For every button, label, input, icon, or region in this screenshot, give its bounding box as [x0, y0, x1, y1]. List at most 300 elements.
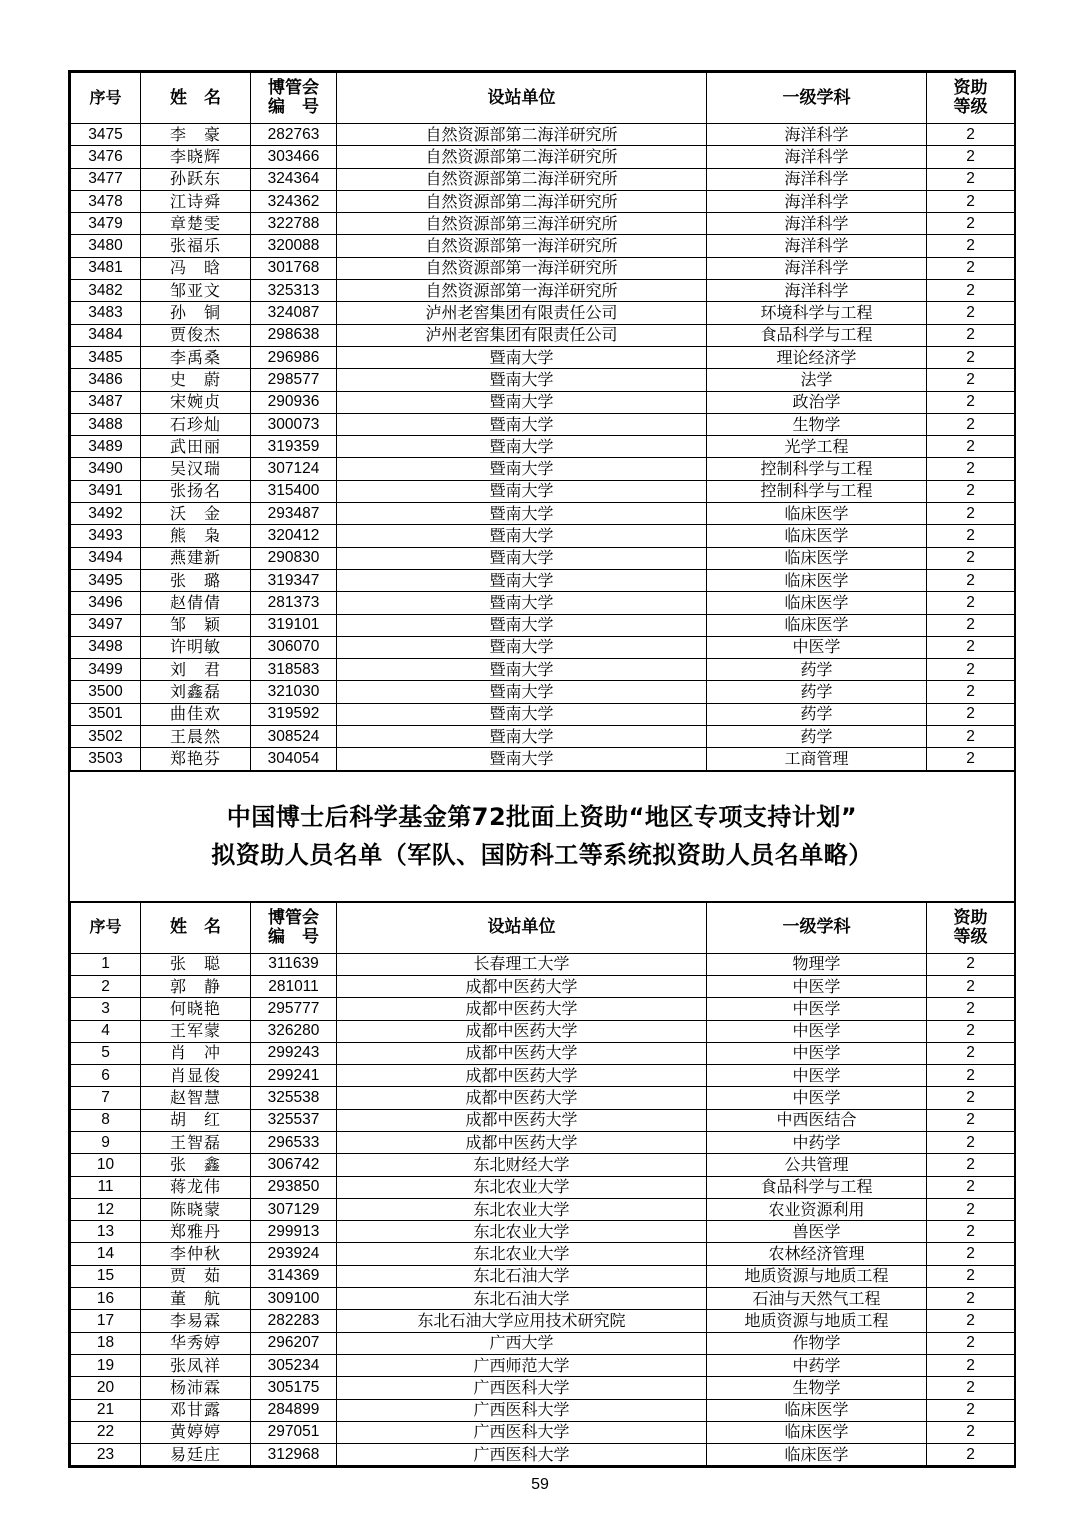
- cell-code: 306070: [251, 636, 337, 658]
- cell-level: 2: [927, 1444, 1015, 1466]
- cell-code: 295777: [251, 998, 337, 1020]
- cell-seq: 6: [71, 1065, 141, 1087]
- cell-name: 何晓艳: [141, 998, 251, 1020]
- cell-unit: 成都中医药大学: [337, 1020, 707, 1042]
- cell-level: 2: [927, 1198, 1015, 1220]
- cell-unit: 暨南大学: [337, 346, 707, 368]
- cell-level: 2: [927, 257, 1015, 279]
- cell-name: 张扬名: [141, 480, 251, 502]
- cell-discipline: 地质资源与地质工程: [707, 1310, 927, 1332]
- cell-discipline: 海洋科学: [707, 124, 927, 146]
- cell-code: 293924: [251, 1243, 337, 1265]
- cell-seq: 3482: [71, 280, 141, 302]
- cell-unit: 成都中医药大学: [337, 1109, 707, 1131]
- cell-name: 李易霖: [141, 1310, 251, 1332]
- cell-level: 2: [927, 614, 1015, 636]
- cell-code: 305175: [251, 1377, 337, 1399]
- cell-level: 2: [927, 458, 1015, 480]
- table-row: [71, 1399, 1015, 1421]
- cell-discipline: 海洋科学: [707, 213, 927, 235]
- table-row: [71, 146, 1015, 168]
- cell-unit: 广西师范大学: [337, 1354, 707, 1376]
- cell-name: 邹亚文: [141, 280, 251, 302]
- cell-code: 322788: [251, 213, 337, 235]
- cell-code: 298638: [251, 324, 337, 346]
- cell-seq: 23: [71, 1444, 141, 1466]
- cell-unit: 暨南大学: [337, 503, 707, 525]
- cell-code: 314369: [251, 1265, 337, 1287]
- cell-level: 2: [927, 1332, 1015, 1354]
- cell-seq: 20: [71, 1377, 141, 1399]
- cell-discipline: 药学: [707, 726, 927, 748]
- cell-level: 2: [927, 168, 1015, 190]
- cell-discipline: 药学: [707, 681, 927, 703]
- cell-unit: 东北石油大学应用技术研究院: [337, 1310, 707, 1332]
- cell-name: 易廷庄: [141, 1444, 251, 1466]
- cell-name: 李 豪: [141, 124, 251, 146]
- cell-code: 305234: [251, 1354, 337, 1376]
- cell-unit: 暨南大学: [337, 569, 707, 591]
- cell-seq: 3495: [71, 569, 141, 591]
- cell-code: 311639: [251, 953, 337, 975]
- cell-name: 郭 静: [141, 975, 251, 997]
- cell-name: 李仲秋: [141, 1243, 251, 1265]
- cell-unit: 东北石油大学: [337, 1265, 707, 1287]
- cell-name: 孙 铜: [141, 302, 251, 324]
- cell-seq: 3493: [71, 525, 141, 547]
- table-row: [71, 525, 1015, 547]
- cell-code: 325538: [251, 1087, 337, 1109]
- cell-name: 史 蔚: [141, 369, 251, 391]
- cell-seq: 3: [71, 998, 141, 1020]
- section-title-line2: 拟资助人员名单（军队、国防科工等系统拟资助人员名单略）: [211, 841, 873, 870]
- cell-name: 邹 颖: [141, 614, 251, 636]
- cell-discipline: 中医学: [707, 998, 927, 1020]
- cell-unit: 东北石油大学: [337, 1288, 707, 1310]
- cell-code: 290830: [251, 547, 337, 569]
- table-row: [71, 257, 1015, 279]
- cell-seq: 3484: [71, 324, 141, 346]
- section-heading: [70, 771, 1014, 902]
- cell-unit: 自然资源部第二海洋研究所: [337, 168, 707, 190]
- cell-seq: 3496: [71, 592, 141, 614]
- cell-name: 贾俊杰: [141, 324, 251, 346]
- cell-discipline: 海洋科学: [707, 257, 927, 279]
- cell-discipline: 中药学: [707, 1354, 927, 1376]
- cell-discipline: 临床医学: [707, 569, 927, 591]
- header-discipline: 一级学科: [707, 73, 927, 124]
- cell-unit: 暨南大学: [337, 681, 707, 703]
- cell-code: 282283: [251, 1310, 337, 1332]
- cell-discipline: 临床医学: [707, 503, 927, 525]
- table-row: [71, 953, 1015, 975]
- table-row: [71, 659, 1015, 681]
- cell-seq: 8: [71, 1109, 141, 1131]
- cell-name: 张凤祥: [141, 1354, 251, 1376]
- header-level: 资助 等级: [927, 73, 1015, 124]
- cell-discipline: 农林经济管理: [707, 1243, 927, 1265]
- cell-unit: 暨南大学: [337, 547, 707, 569]
- cell-name: 宋婉贞: [141, 391, 251, 413]
- cell-name: 江诗舜: [141, 190, 251, 212]
- cell-unit: 东北农业大学: [337, 1198, 707, 1220]
- table-row: [71, 1265, 1015, 1287]
- table-row: [71, 569, 1015, 591]
- table-row: [71, 703, 1015, 725]
- cell-level: 2: [927, 436, 1015, 458]
- cell-name: 张福乐: [141, 235, 251, 257]
- page-number: 59: [531, 1476, 549, 1493]
- cell-code: 293850: [251, 1176, 337, 1198]
- cell-name: 章楚雯: [141, 213, 251, 235]
- cell-name: 华秀婷: [141, 1332, 251, 1354]
- cell-seq: 3497: [71, 614, 141, 636]
- cell-name: 武田丽: [141, 436, 251, 458]
- cell-code: 296533: [251, 1131, 337, 1153]
- cell-code: 300073: [251, 413, 337, 435]
- cell-seq: 13: [71, 1221, 141, 1243]
- cell-code: 324364: [251, 168, 337, 190]
- cell-name: 沃 金: [141, 503, 251, 525]
- cell-code: 325313: [251, 280, 337, 302]
- cell-seq: 3485: [71, 346, 141, 368]
- cell-code: 281373: [251, 592, 337, 614]
- cell-discipline: 环境科学与工程: [707, 302, 927, 324]
- table-row: [71, 1444, 1015, 1466]
- cell-seq: 3490: [71, 458, 141, 480]
- table-row: [71, 1198, 1015, 1220]
- cell-unit: 泸州老窖集团有限责任公司: [337, 302, 707, 324]
- cell-code: 299913: [251, 1221, 337, 1243]
- cell-discipline: 临床医学: [707, 547, 927, 569]
- cell-code: 319101: [251, 614, 337, 636]
- cell-discipline: 海洋科学: [707, 235, 927, 257]
- cell-unit: 自然资源部第三海洋研究所: [337, 213, 707, 235]
- cell-seq: 3499: [71, 659, 141, 681]
- cell-seq: 3477: [71, 168, 141, 190]
- cell-code: 296207: [251, 1332, 337, 1354]
- cell-discipline: 生物学: [707, 1377, 927, 1399]
- cell-discipline: 理论经济学: [707, 346, 927, 368]
- cell-discipline: 石油与天然气工程: [707, 1288, 927, 1310]
- cell-code: 324087: [251, 302, 337, 324]
- cell-seq: 5: [71, 1042, 141, 1064]
- cell-name: 许明敏: [141, 636, 251, 658]
- cell-level: 2: [927, 1087, 1015, 1109]
- table-row: [71, 324, 1015, 346]
- table-row: [71, 681, 1015, 703]
- cell-name: 李禹桑: [141, 346, 251, 368]
- cell-level: 2: [927, 1265, 1015, 1287]
- table-row: [71, 1154, 1015, 1176]
- table-row: [71, 1109, 1015, 1131]
- cell-discipline: 中药学: [707, 1131, 927, 1153]
- table-header: [71, 902, 1015, 953]
- cell-code: 320412: [251, 525, 337, 547]
- cell-level: 2: [927, 190, 1015, 212]
- cell-level: 2: [927, 1176, 1015, 1198]
- cell-seq: 11: [71, 1176, 141, 1198]
- cell-code: 303466: [251, 146, 337, 168]
- cell-level: 2: [927, 525, 1015, 547]
- cell-unit: 暨南大学: [337, 703, 707, 725]
- cell-level: 2: [927, 302, 1015, 324]
- header-name: 姓 名: [141, 902, 251, 953]
- cell-name: 李晓辉: [141, 146, 251, 168]
- cell-level: 2: [927, 346, 1015, 368]
- cell-unit: 自然资源部第一海洋研究所: [337, 257, 707, 279]
- table-row: [71, 190, 1015, 212]
- cell-seq: 7: [71, 1087, 141, 1109]
- table-row: [71, 1176, 1015, 1198]
- cell-discipline: 临床医学: [707, 1399, 927, 1421]
- cell-name: 王智磊: [141, 1131, 251, 1153]
- cell-unit: 广西医科大学: [337, 1444, 707, 1466]
- cell-discipline: 临床医学: [707, 1444, 927, 1466]
- header-code: 博管会 编 号: [251, 902, 337, 953]
- cell-code: 307124: [251, 458, 337, 480]
- cell-code: 304054: [251, 748, 337, 770]
- cell-seq: 3478: [71, 190, 141, 212]
- cell-discipline: 中医学: [707, 1087, 927, 1109]
- cell-unit: 暨南大学: [337, 480, 707, 502]
- table-row: [71, 1221, 1015, 1243]
- cell-seq: 12: [71, 1198, 141, 1220]
- cell-code: 299243: [251, 1042, 337, 1064]
- cell-level: 2: [927, 953, 1015, 975]
- cell-code: 284899: [251, 1399, 337, 1421]
- cell-discipline: 药学: [707, 659, 927, 681]
- table-body: [71, 124, 1015, 771]
- cell-level: 2: [927, 124, 1015, 146]
- cell-seq: 9: [71, 1131, 141, 1153]
- cell-code: 307129: [251, 1198, 337, 1220]
- cell-level: 2: [927, 681, 1015, 703]
- cell-level: 2: [927, 1154, 1015, 1176]
- cell-unit: 东北财经大学: [337, 1154, 707, 1176]
- cell-level: 2: [927, 1377, 1015, 1399]
- table-row: [71, 503, 1015, 525]
- cell-level: 2: [927, 636, 1015, 658]
- table-row: [71, 1087, 1015, 1109]
- cell-level: 2: [927, 1243, 1015, 1265]
- cell-unit: 暨南大学: [337, 458, 707, 480]
- cell-code: 312968: [251, 1444, 337, 1466]
- cell-unit: 长春理工大学: [337, 953, 707, 975]
- cell-discipline: 临床医学: [707, 525, 927, 547]
- cell-unit: 自然资源部第一海洋研究所: [337, 235, 707, 257]
- cell-unit: 成都中医药大学: [337, 975, 707, 997]
- cell-code: 301768: [251, 257, 337, 279]
- cell-code: 282763: [251, 124, 337, 146]
- cell-discipline: 农业资源利用: [707, 1198, 927, 1220]
- cell-name: 郑雅丹: [141, 1221, 251, 1243]
- table-row: [71, 1288, 1015, 1310]
- cell-unit: 暨南大学: [337, 726, 707, 748]
- cell-name: 赵倩倩: [141, 592, 251, 614]
- cell-level: 2: [927, 547, 1015, 569]
- header-unit: 设站单位: [337, 73, 707, 124]
- header-seq: 序号: [71, 902, 141, 953]
- cell-unit: 泸州老窖集团有限责任公司: [337, 324, 707, 346]
- table-row: [71, 1042, 1015, 1064]
- table-row: [71, 1131, 1015, 1153]
- cell-name: 肖显俊: [141, 1065, 251, 1087]
- cell-discipline: 地质资源与地质工程: [707, 1265, 927, 1287]
- cell-seq: 3502: [71, 726, 141, 748]
- cell-unit: 广西医科大学: [337, 1399, 707, 1421]
- cell-unit: 暨南大学: [337, 436, 707, 458]
- header-discipline: 一级学科: [707, 902, 927, 953]
- cell-code: 318583: [251, 659, 337, 681]
- cell-name: 王军蒙: [141, 1020, 251, 1042]
- cell-code: 296986: [251, 346, 337, 368]
- cell-name: 熊 枭: [141, 525, 251, 547]
- cell-level: 2: [927, 391, 1015, 413]
- cell-level: 2: [927, 235, 1015, 257]
- table-row: [71, 726, 1015, 748]
- funding-table-regional: [70, 902, 1015, 1467]
- cell-unit: 东北农业大学: [337, 1221, 707, 1243]
- cell-discipline: 中医学: [707, 636, 927, 658]
- table-row: [71, 1354, 1015, 1376]
- cell-unit: 广西医科大学: [337, 1421, 707, 1443]
- cell-unit: 成都中医药大学: [337, 998, 707, 1020]
- cell-discipline: 海洋科学: [707, 280, 927, 302]
- cell-discipline: 工商管理: [707, 748, 927, 770]
- cell-level: 2: [927, 280, 1015, 302]
- cell-unit: 成都中医药大学: [337, 1065, 707, 1087]
- cell-seq: 3476: [71, 146, 141, 168]
- cell-seq: 3486: [71, 369, 141, 391]
- cell-unit: 暨南大学: [337, 369, 707, 391]
- cell-unit: 自然资源部第一海洋研究所: [337, 280, 707, 302]
- cell-name: 杨沛霖: [141, 1377, 251, 1399]
- table-row: [71, 1421, 1015, 1443]
- cell-name: 蒋龙伟: [141, 1176, 251, 1198]
- cell-seq: 3498: [71, 636, 141, 658]
- cell-code: 308524: [251, 726, 337, 748]
- cell-name: 孙跃东: [141, 168, 251, 190]
- cell-discipline: 药学: [707, 703, 927, 725]
- cell-seq: 3481: [71, 257, 141, 279]
- cell-name: 胡 红: [141, 1109, 251, 1131]
- cell-level: 2: [927, 1310, 1015, 1332]
- cell-discipline: 中医学: [707, 1042, 927, 1064]
- cell-name: 张 鑫: [141, 1154, 251, 1176]
- table-row: [71, 614, 1015, 636]
- table-row: [71, 1065, 1015, 1087]
- cell-seq: 17: [71, 1310, 141, 1332]
- cell-level: 2: [927, 1399, 1015, 1421]
- table-row: [71, 235, 1015, 257]
- cell-unit: 暨南大学: [337, 748, 707, 770]
- cell-seq: 3479: [71, 213, 141, 235]
- header-unit: 设站单位: [337, 902, 707, 953]
- cell-seq: 3488: [71, 413, 141, 435]
- cell-level: 2: [927, 1288, 1015, 1310]
- cell-unit: 暨南大学: [337, 614, 707, 636]
- cell-code: 298577: [251, 369, 337, 391]
- table-row: [71, 391, 1015, 413]
- cell-unit: 成都中医药大学: [337, 1042, 707, 1064]
- cell-level: 2: [927, 146, 1015, 168]
- cell-discipline: 中医学: [707, 975, 927, 997]
- cell-code: 326280: [251, 1020, 337, 1042]
- funding-table-continued: [70, 72, 1015, 771]
- table-row: [71, 975, 1015, 997]
- cell-discipline: 海洋科学: [707, 190, 927, 212]
- table-row: [71, 302, 1015, 324]
- section-title-line1: 中国博士后科学基金第72批面上资助“地区专项支持计划”: [226, 803, 858, 832]
- cell-name: 刘鑫磊: [141, 681, 251, 703]
- cell-discipline: 公共管理: [707, 1154, 927, 1176]
- cell-discipline: 物理学: [707, 953, 927, 975]
- cell-unit: 暨南大学: [337, 413, 707, 435]
- cell-level: 2: [927, 213, 1015, 235]
- table-row: [71, 124, 1015, 146]
- cell-discipline: 控制科学与工程: [707, 480, 927, 502]
- cell-level: 2: [927, 1109, 1015, 1131]
- cell-seq: 18: [71, 1332, 141, 1354]
- cell-level: 2: [927, 1131, 1015, 1153]
- cell-name: 石珍灿: [141, 413, 251, 435]
- cell-code: 319359: [251, 436, 337, 458]
- table-body: [71, 953, 1015, 1466]
- cell-discipline: 食品科学与工程: [707, 324, 927, 346]
- cell-level: 2: [927, 369, 1015, 391]
- cell-seq: 3475: [71, 124, 141, 146]
- header-name: 姓 名: [141, 73, 251, 124]
- cell-name: 黄婷婷: [141, 1421, 251, 1443]
- table-row: [71, 213, 1015, 235]
- cell-unit: 东北农业大学: [337, 1243, 707, 1265]
- cell-level: 2: [927, 998, 1015, 1020]
- cell-name: 刘 君: [141, 659, 251, 681]
- cell-discipline: 临床医学: [707, 1421, 927, 1443]
- cell-seq: 3500: [71, 681, 141, 703]
- cell-code: 320088: [251, 235, 337, 257]
- cell-code: 309100: [251, 1288, 337, 1310]
- cell-name: 董 航: [141, 1288, 251, 1310]
- cell-discipline: 兽医学: [707, 1221, 927, 1243]
- cell-code: 290936: [251, 391, 337, 413]
- cell-code: 281011: [251, 975, 337, 997]
- cell-unit: 广西医科大学: [337, 1377, 707, 1399]
- cell-code: 319347: [251, 569, 337, 591]
- table-row: [71, 168, 1015, 190]
- cell-seq: 3501: [71, 703, 141, 725]
- cell-unit: 暨南大学: [337, 391, 707, 413]
- cell-seq: 4: [71, 1020, 141, 1042]
- document-page: [68, 70, 1016, 1468]
- header-level: 资助 等级: [927, 902, 1015, 953]
- cell-seq: 3487: [71, 391, 141, 413]
- table-row: [71, 280, 1015, 302]
- cell-discipline: 临床医学: [707, 592, 927, 614]
- cell-seq: 3480: [71, 235, 141, 257]
- cell-level: 2: [927, 1221, 1015, 1243]
- cell-level: 2: [927, 1020, 1015, 1042]
- cell-code: 299241: [251, 1065, 337, 1087]
- cell-seq: 22: [71, 1421, 141, 1443]
- table-row: [71, 998, 1015, 1020]
- table-row: [71, 748, 1015, 770]
- cell-code: 306742: [251, 1154, 337, 1176]
- cell-seq: 3491: [71, 480, 141, 502]
- table-row: [71, 369, 1015, 391]
- cell-discipline: 食品科学与工程: [707, 1176, 927, 1198]
